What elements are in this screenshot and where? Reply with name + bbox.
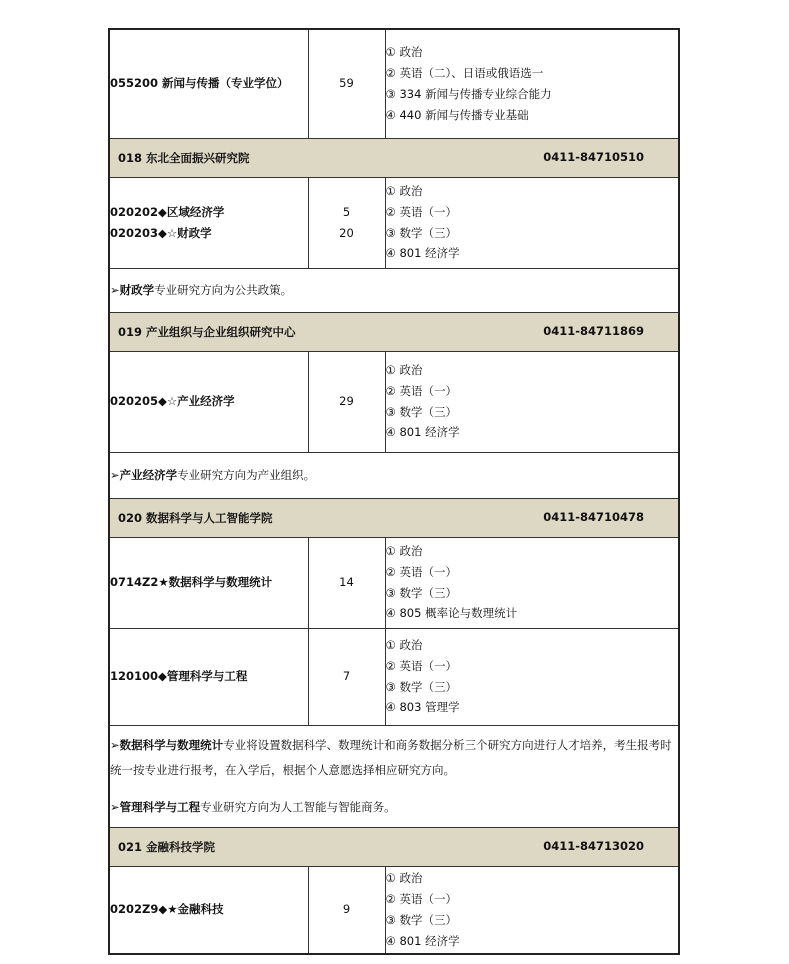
note-paragraph <box>110 795 678 820</box>
exam-subject: ① 政治 <box>385 543 423 558</box>
note-block <box>110 726 678 827</box>
arrow-icon: ➢ <box>110 282 120 297</box>
note-paragraph <box>110 278 678 303</box>
program-row <box>109 628 679 725</box>
program-code: 0202Z9◆★金融科技 <box>110 902 224 917</box>
exam-subject: ④ 801 经济学 <box>385 246 460 261</box>
exam-subjects-cell <box>385 29 679 138</box>
enrollment-count: 59 <box>339 76 354 91</box>
exam-subject: ② 英语（二）、日语或俄语选一 <box>385 65 544 80</box>
note-row <box>109 725 679 827</box>
note-block <box>110 271 678 310</box>
exam-subject: ① 政治 <box>385 871 423 886</box>
department-header <box>110 510 678 526</box>
exam-subject: ④ 803 管理学 <box>385 700 460 715</box>
program-code: 0714Z2★数据科学与数理统计 <box>110 575 273 589</box>
note-block <box>110 456 678 495</box>
enrollment-count: 14 <box>339 575 354 589</box>
program-row <box>109 537 679 628</box>
exam-subject: ① 政治 <box>385 637 423 652</box>
enrollment-count: 29 <box>339 394 354 408</box>
note-text: 专业研究方向为人工智能与智能商务。 <box>200 799 396 814</box>
note-text: 专业将设置数据科学、数理统计和商务数据分析三个研究方向进行人才培养，考生报考时统一按专业进行报考，在入学后，根据个人意愿选择相应研究方向。 <box>110 737 672 777</box>
program-code-cell <box>109 866 308 954</box>
exam-subject: ① 政治 <box>385 45 423 60</box>
program-row <box>109 351 679 452</box>
department-header-row <box>109 498 679 537</box>
note-major: 管理科学与工程 <box>119 799 201 814</box>
enrollment-count-cell <box>308 351 385 452</box>
exam-subject: ② 英语（一） <box>385 658 457 673</box>
department-header <box>110 324 678 340</box>
department-header-row <box>109 312 679 351</box>
program-code-cell <box>109 628 308 725</box>
exam-subject: ② 英语（一） <box>385 383 457 398</box>
note-major: 数据科学与数理统计 <box>119 737 224 752</box>
exam-subject: ③ 数学（三） <box>385 679 457 694</box>
note-text: 专业研究方向为产业组织。 <box>177 467 316 482</box>
note-cell <box>109 452 679 498</box>
exam-subjects-cell <box>385 351 679 452</box>
exam-subjects-cell <box>385 628 679 725</box>
enrollment-count: 7 <box>342 669 351 683</box>
note-row <box>109 268 679 312</box>
exam-subjects-cell <box>385 537 679 628</box>
enrollment-count: 20 <box>339 225 354 240</box>
admissions-table <box>108 28 680 955</box>
department-header <box>110 839 678 855</box>
exam-subject: ④ 805 概率论与数理统计 <box>385 606 518 621</box>
exam-subjects-cell <box>385 866 679 954</box>
department-header-cell <box>109 827 679 866</box>
enrollment-count-cell <box>308 177 385 268</box>
arrow-icon: ➢ <box>110 799 120 814</box>
program-code: 020205◆☆产业经济学 <box>110 394 235 408</box>
arrow-icon: ➢ <box>110 467 120 482</box>
program-code: 055200 新闻与传播（专业学位） <box>110 76 289 91</box>
enrollment-count: 9 <box>342 902 351 917</box>
note-paragraph <box>110 733 678 783</box>
department-phone: 0411-84711869 <box>543 323 644 338</box>
exam-subject: ② 英语（一） <box>385 891 457 906</box>
exam-subject: ② 英语（一） <box>385 564 457 579</box>
note-cell <box>109 725 679 827</box>
note-spacer <box>110 783 678 795</box>
program-code-cell <box>109 29 308 138</box>
department-header <box>110 150 678 166</box>
note-major: 产业经济学 <box>119 467 178 482</box>
exam-subject: ③ 数学（三） <box>385 912 457 927</box>
exam-subjects-cell <box>385 177 679 268</box>
exam-subject: ③ 数学（三） <box>385 404 457 419</box>
department-name: 019 产业组织与企业组织研究中心 <box>118 324 296 339</box>
exam-subject: ④ 801 经济学 <box>385 425 460 440</box>
program-code: 020203◆☆财政学 <box>110 225 212 240</box>
exam-subject: ① 政治 <box>385 183 423 198</box>
arrow-icon: ➢ <box>110 737 120 752</box>
note-major: 财政学 <box>119 282 155 297</box>
note-paragraph <box>110 463 678 488</box>
exam-subject: ② 英语（一） <box>385 204 457 219</box>
department-header-cell <box>109 138 679 177</box>
program-row <box>109 177 679 268</box>
enrollment-count-cell <box>308 537 385 628</box>
enrollment-count-cell <box>308 866 385 954</box>
note-row <box>109 452 679 498</box>
department-header-cell <box>109 498 679 537</box>
exam-subject: ③ 数学（三） <box>385 225 457 240</box>
department-name: 021 金融科技学院 <box>118 839 216 854</box>
department-name: 018 东北全面振兴研究院 <box>118 150 250 165</box>
department-phone: 0411-84710478 <box>543 509 644 524</box>
program-code-cell <box>109 351 308 452</box>
program-code-cell <box>109 177 308 268</box>
program-row <box>109 29 679 138</box>
note-cell <box>109 268 679 312</box>
exam-subject: ③ 334 新闻与传播专业综合能力 <box>385 86 552 101</box>
department-phone: 0411-84710510 <box>543 149 644 164</box>
exam-subject: ④ 440 新闻与传播专业基础 <box>385 107 529 122</box>
note-text: 专业研究方向为公共政策。 <box>154 282 293 297</box>
program-code: 020202◆区域经济学 <box>110 204 225 219</box>
program-row <box>109 866 679 954</box>
exam-subject: ① 政治 <box>385 362 423 377</box>
exam-subject: ③ 数学（三） <box>385 585 457 600</box>
department-header-row <box>109 827 679 866</box>
program-code-cell <box>109 537 308 628</box>
enrollment-count-cell <box>308 29 385 138</box>
department-name: 020 数据科学与人工智能学院 <box>118 510 273 525</box>
program-code: 120100◆管理科学与工程 <box>110 669 248 683</box>
department-header-row <box>109 138 679 177</box>
enrollment-count: 5 <box>342 204 351 219</box>
department-header-cell <box>109 312 679 351</box>
department-phone: 0411-84713020 <box>543 838 644 853</box>
exam-subject: ④ 801 经济学 <box>385 933 460 948</box>
enrollment-count-cell <box>308 628 385 725</box>
